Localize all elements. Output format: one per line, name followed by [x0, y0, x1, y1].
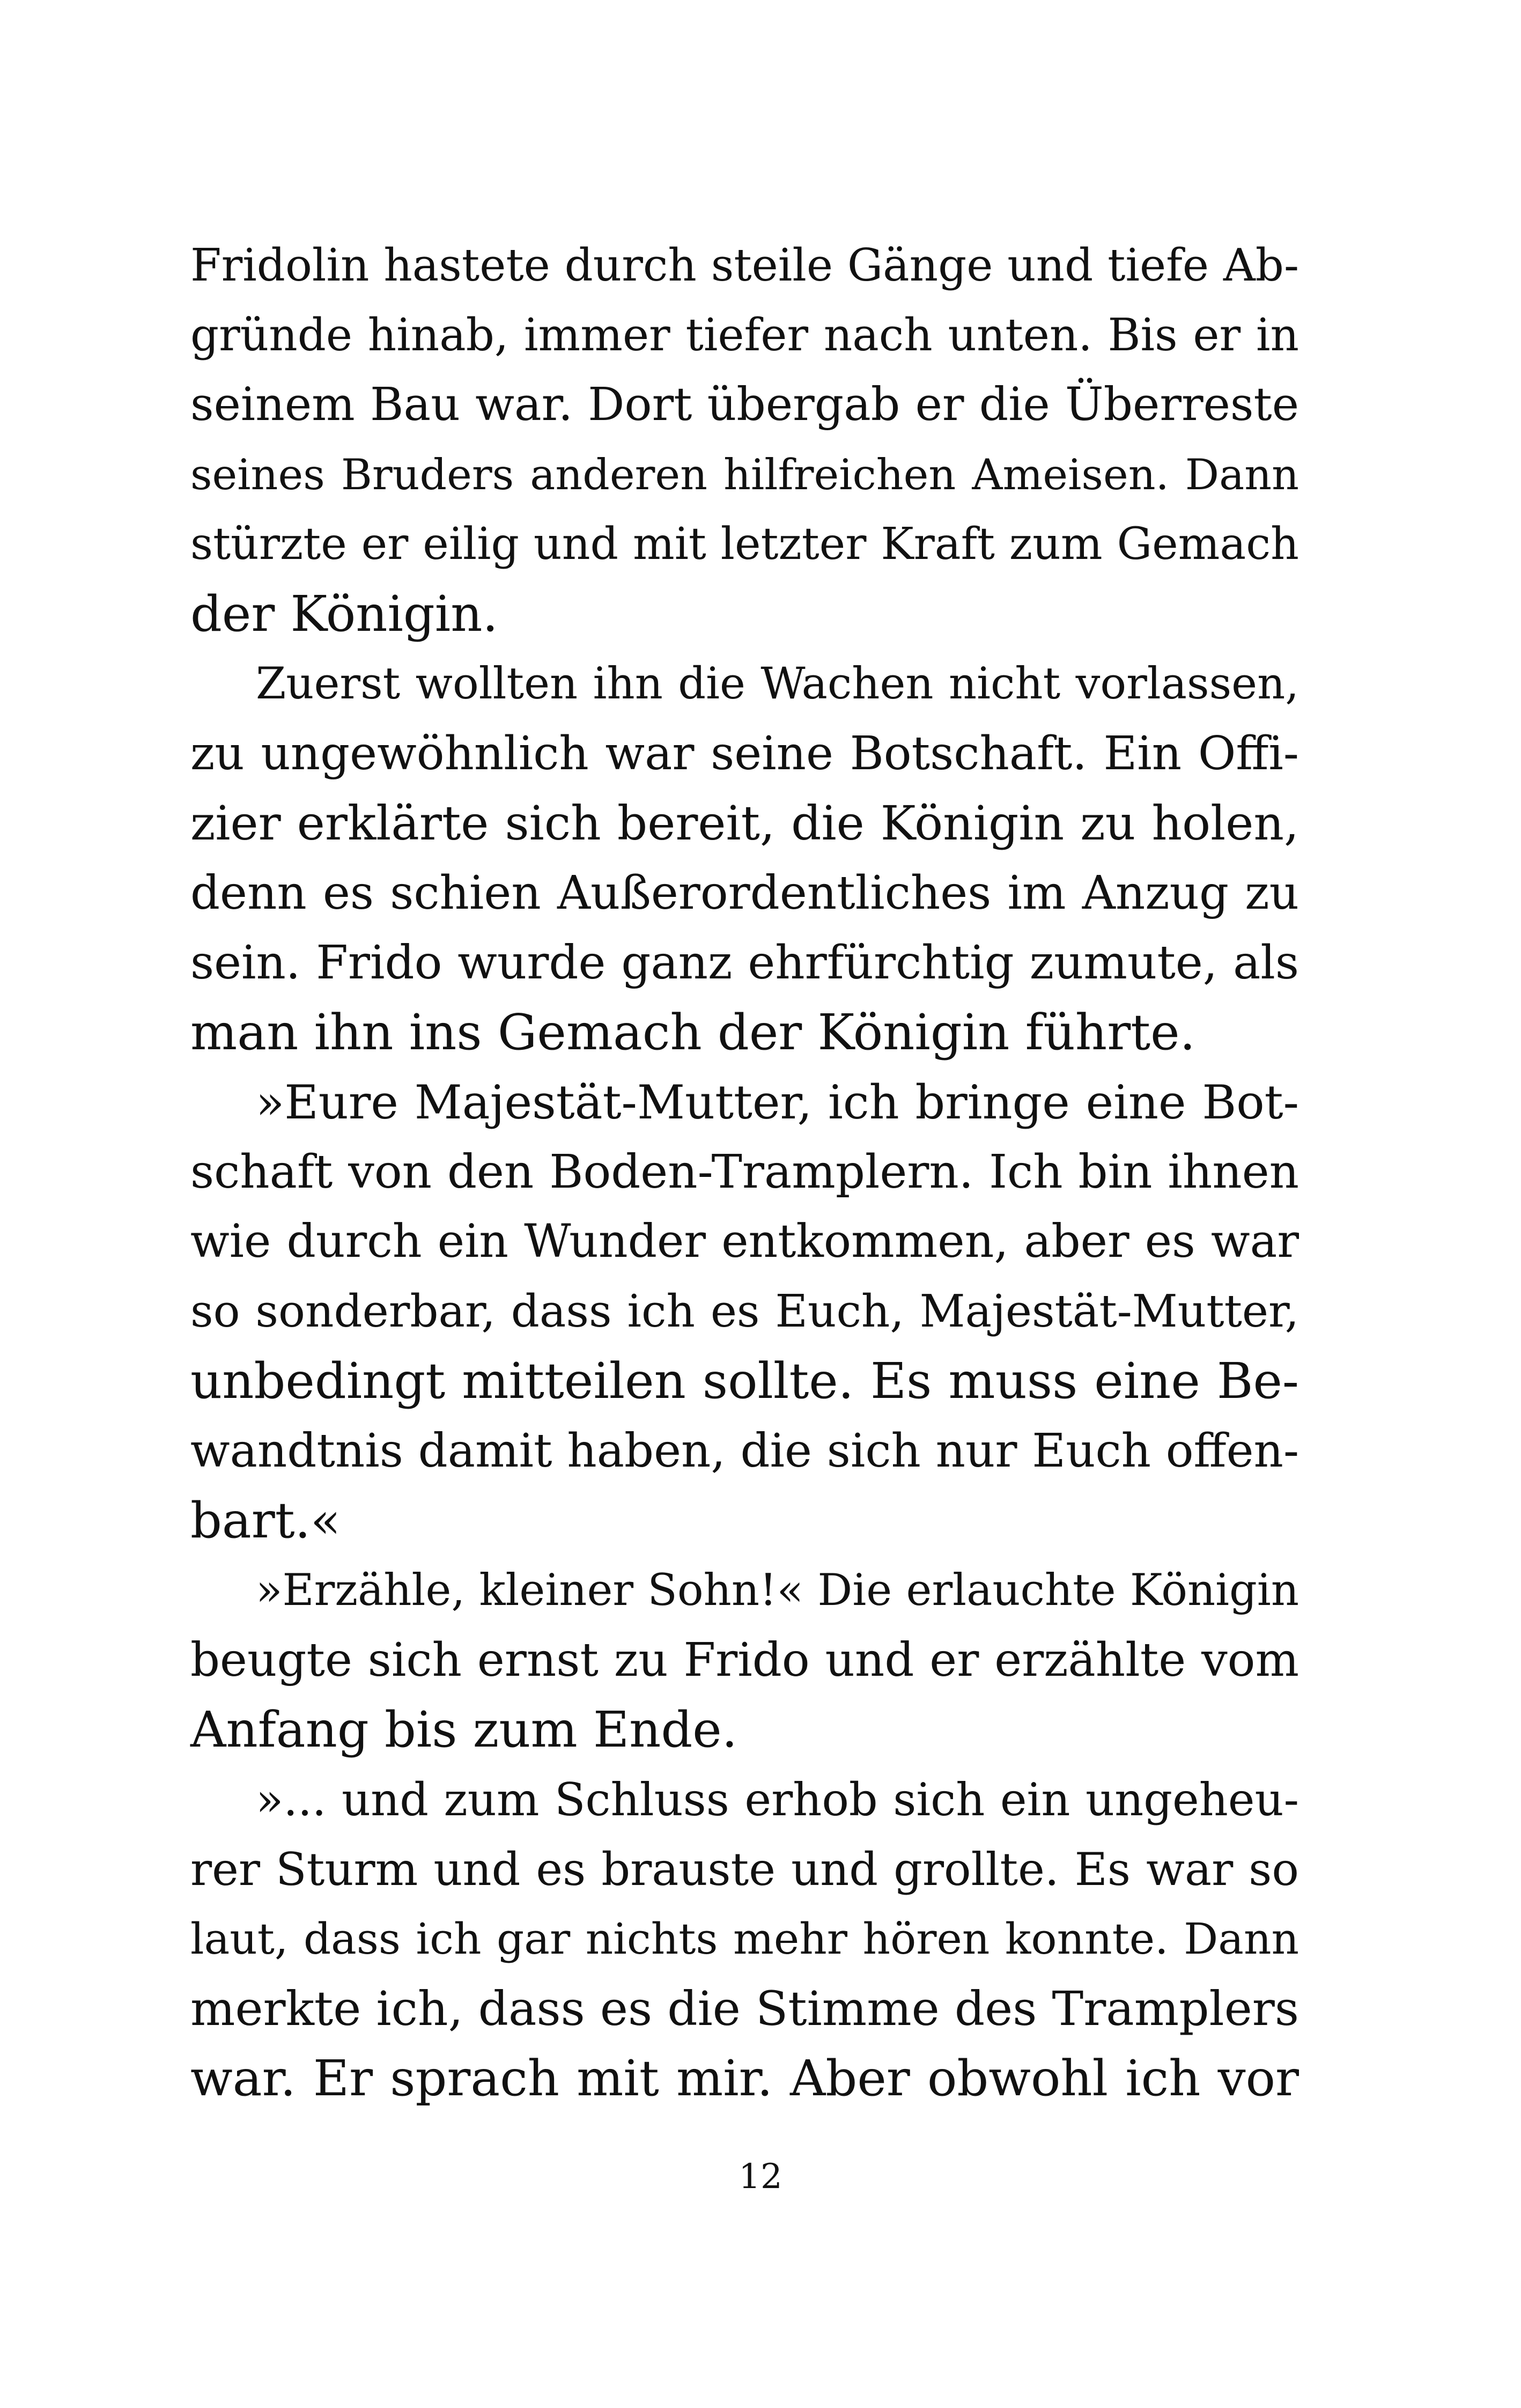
- text-line: zu ungewöhnlich war seine Botschaft. Ein Offi-: [190, 727, 1299, 780]
- text-line: wandtnis damit haben, die sich nur Euch offen-: [190, 1424, 1299, 1478]
- text-line: zier erklärte sich bereit, die Königin zu holen,: [190, 796, 1299, 851]
- text-line: Anfang bis zum Ende.: [190, 1701, 737, 1758]
- text-line: Fridolin hastete durch steile Gänge und tiefe Ab-: [190, 239, 1299, 291]
- text-line: der Königin.: [190, 585, 498, 643]
- text-line: unbedingt mitteilen sollte. Es muss eine Be-: [190, 1352, 1299, 1410]
- body-text: [190, 231, 1299, 2114]
- text-line: seines Bruders anderen hilfreichen Ameisen. Dann: [190, 450, 1299, 499]
- text-line: so sonderbar, dass ich es Euch, Majestät-Mutter,: [190, 1285, 1299, 1337]
- text-line: schaft von den Boden-Tramplern. Ich bin ihnen: [190, 1145, 1299, 1199]
- text-line: »Erzähle, kleiner Sohn!« Die erlauchte Königin: [256, 1565, 1299, 1616]
- text-line: »Eure Majestät-Mutter, ich bringe eine Bot-: [256, 1075, 1299, 1130]
- text-line: bart.«: [190, 1492, 341, 1549]
- text-line: seinem Bau war. Dort übergab er die Überreste: [190, 378, 1299, 431]
- text-line: »... und zum Schluss erhob sich ein ungeheu-: [256, 1773, 1299, 1826]
- text-line: denn es schien Außerordentliches im Anzug zu: [190, 866, 1299, 920]
- text-line: stürzte er eilig und mit letzter Kraft zum Gemach: [190, 519, 1299, 570]
- text-line: Zuerst wollten ihn die Wachen nicht vorlassen,: [256, 659, 1299, 709]
- text-line: sein. Frido wurde ganz ehrfürchtig zumute, als: [190, 936, 1299, 990]
- text-line: beugte sich ernst zu Frido und er erzählte vom: [190, 1633, 1299, 1687]
- text-line: rer Sturm und es brauste und grollte. Es war so: [190, 1843, 1299, 1896]
- text-line: merkte ich, dass es die Stimme des Tramplers: [190, 1981, 1299, 2036]
- text-line: war. Er sprach mit mir. Aber obwohl ich vor: [190, 2050, 1299, 2107]
- text-line: wie durch ein Wunder entkommen, aber es war: [190, 1215, 1299, 1268]
- text-line: gründe hinab, immer tiefer nach unten. Bis er in: [190, 309, 1299, 361]
- page-number: 12: [739, 2157, 782, 2197]
- text-line: man ihn ins Gemach der Königin führte.: [190, 1004, 1195, 1061]
- text-line: laut, dass ich gar nichts mehr hören konnte. Dann: [190, 1914, 1299, 1964]
